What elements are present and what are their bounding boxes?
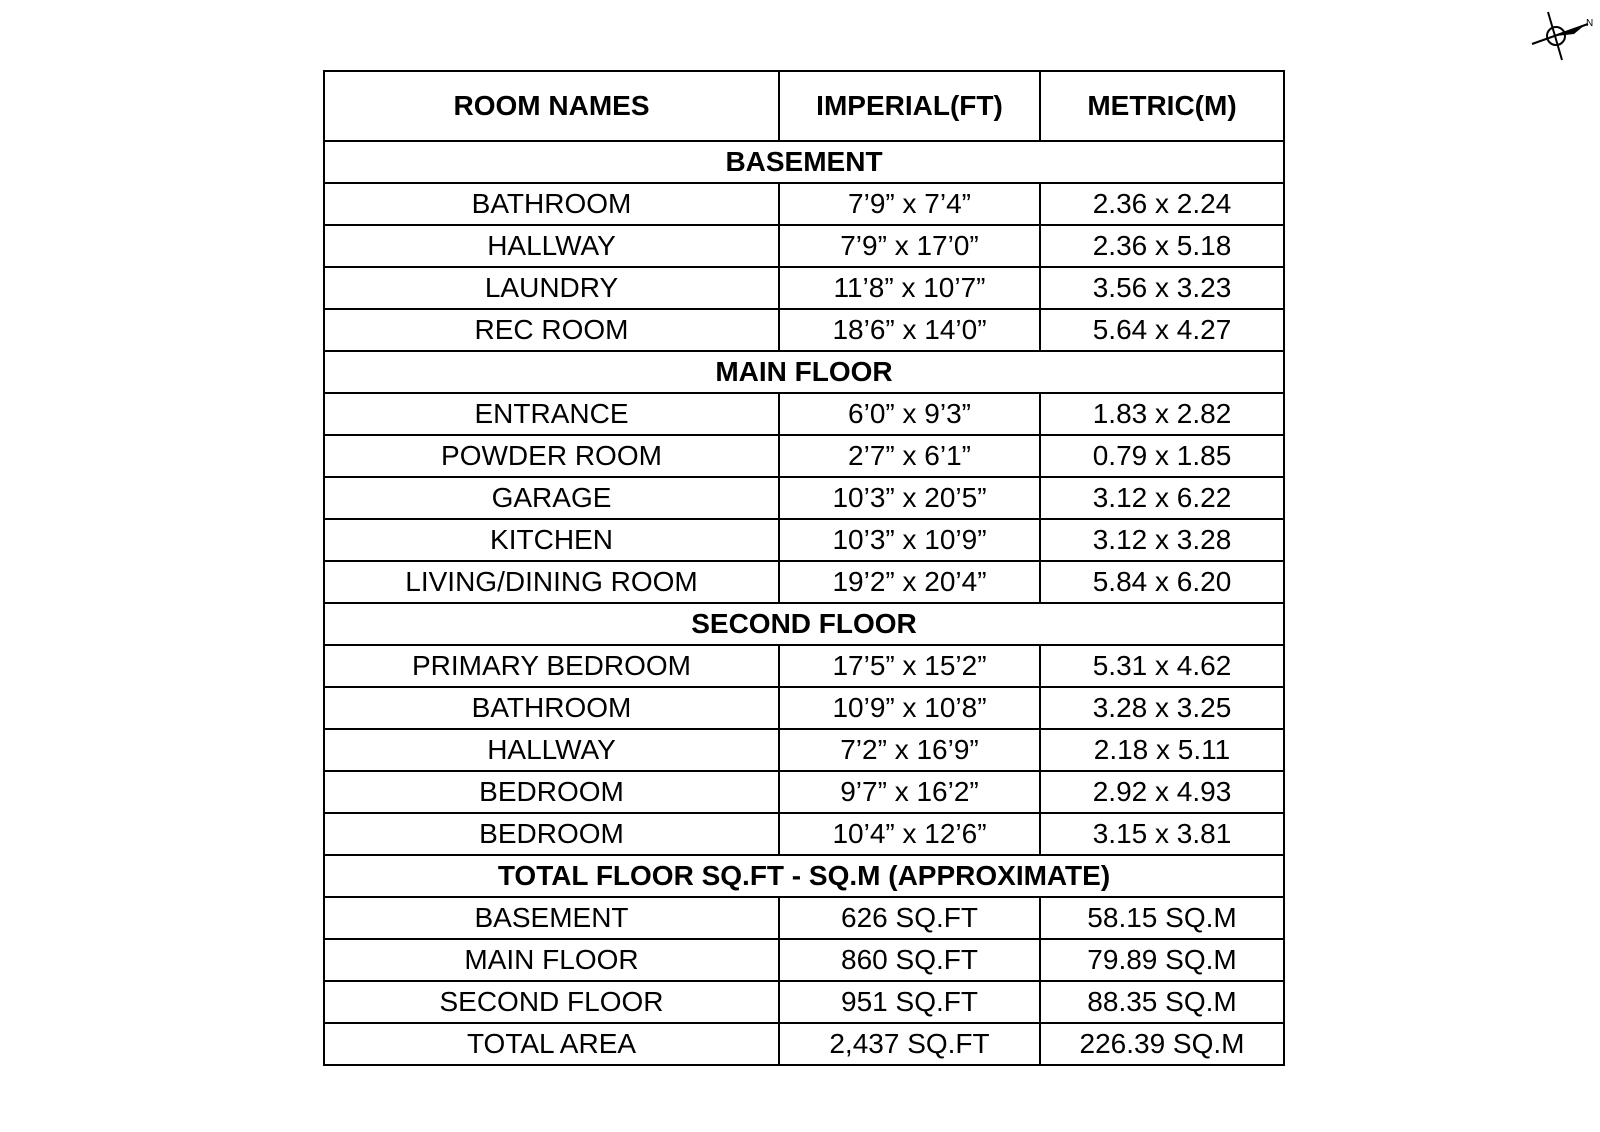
metric-value: 0.79 x 1.85 <box>1040 435 1284 477</box>
metric-value: 3.56 x 3.23 <box>1040 267 1284 309</box>
compass-graphic <box>1530 8 1596 68</box>
imperial-area: 626 SQ.FT <box>779 897 1040 939</box>
metric-value: 2.18 x 5.11 <box>1040 729 1284 771</box>
table-row <box>324 1023 1284 1065</box>
table-row <box>324 309 1284 351</box>
metric-value: 3.12 x 3.28 <box>1040 519 1284 561</box>
room-name: REC ROOM <box>324 309 779 351</box>
floor-name: TOTAL AREA <box>324 1023 779 1065</box>
table-row <box>324 183 1284 225</box>
section-row-second-floor <box>324 603 1284 645</box>
metric-value: 2.36 x 5.18 <box>1040 225 1284 267</box>
imperial-value: 10’3” x 20’5” <box>779 477 1040 519</box>
room-name: LIVING/DINING ROOM <box>324 561 779 603</box>
header-metric: METRIC(M) <box>1040 71 1284 141</box>
imperial-value: 7’9” x 17’0” <box>779 225 1040 267</box>
metric-value: 5.84 x 6.20 <box>1040 561 1284 603</box>
metric-area: 226.39 SQ.M <box>1040 1023 1284 1065</box>
header-room-names: ROOM NAMES <box>324 71 779 141</box>
floor-name: BASEMENT <box>324 897 779 939</box>
table-row <box>324 645 1284 687</box>
imperial-value: 9’7” x 16’2” <box>779 771 1040 813</box>
table-row <box>324 267 1284 309</box>
imperial-area: 951 SQ.FT <box>779 981 1040 1023</box>
table-header-row <box>324 71 1284 141</box>
north-arrow-icon <box>1530 8 1596 68</box>
room-name: BATHROOM <box>324 687 779 729</box>
table-row <box>324 225 1284 267</box>
metric-area: 88.35 SQ.M <box>1040 981 1284 1023</box>
metric-area: 58.15 SQ.M <box>1040 897 1284 939</box>
metric-value: 5.64 x 4.27 <box>1040 309 1284 351</box>
section-title: MAIN FLOOR <box>324 351 1284 393</box>
table-row <box>324 981 1284 1023</box>
room-name: LAUNDRY <box>324 267 779 309</box>
room-name: GARAGE <box>324 477 779 519</box>
table-row <box>324 897 1284 939</box>
room-name: ENTRANCE <box>324 393 779 435</box>
table-row <box>324 813 1284 855</box>
section-row-totals <box>324 855 1284 897</box>
room-name: HALLWAY <box>324 225 779 267</box>
table-row <box>324 477 1284 519</box>
table-row <box>324 771 1284 813</box>
section-row-main-floor <box>324 351 1284 393</box>
imperial-value: 10’9” x 10’8” <box>779 687 1040 729</box>
room-name: PRIMARY BEDROOM <box>324 645 779 687</box>
metric-value: 3.12 x 6.22 <box>1040 477 1284 519</box>
imperial-area: 860 SQ.FT <box>779 939 1040 981</box>
metric-value: 1.83 x 2.82 <box>1040 393 1284 435</box>
imperial-area: 2,437 SQ.FT <box>779 1023 1040 1065</box>
north-label: N <box>1586 18 1594 29</box>
metric-value: 3.15 x 3.81 <box>1040 813 1284 855</box>
floor-name: MAIN FLOOR <box>324 939 779 981</box>
table-row <box>324 435 1284 477</box>
metric-value: 2.92 x 4.93 <box>1040 771 1284 813</box>
section-title: BASEMENT <box>324 141 1284 183</box>
table-row <box>324 519 1284 561</box>
header-imperial: IMPERIAL(FT) <box>779 71 1040 141</box>
imperial-value: 17’5” x 15’2” <box>779 645 1040 687</box>
imperial-value: 19’2” x 20’4” <box>779 561 1040 603</box>
metric-value: 3.28 x 3.25 <box>1040 687 1284 729</box>
imperial-value: 11’8” x 10’7” <box>779 267 1040 309</box>
section-title: SECOND FLOOR <box>324 603 1284 645</box>
table-row <box>324 393 1284 435</box>
metric-area: 79.89 SQ.M <box>1040 939 1284 981</box>
room-name: HALLWAY <box>324 729 779 771</box>
room-name: POWDER ROOM <box>324 435 779 477</box>
room-name: BATHROOM <box>324 183 779 225</box>
table-row <box>324 729 1284 771</box>
imperial-value: 2’7” x 6’1” <box>779 435 1040 477</box>
imperial-value: 6’0” x 9’3” <box>779 393 1040 435</box>
imperial-value: 10’3” x 10’9” <box>779 519 1040 561</box>
room-name: BEDROOM <box>324 813 779 855</box>
table-row <box>324 939 1284 981</box>
room-dimensions-table <box>323 70 1285 1066</box>
table-row <box>324 687 1284 729</box>
imperial-value: 7’9” x 7’4” <box>779 183 1040 225</box>
table-row <box>324 561 1284 603</box>
room-name: BEDROOM <box>324 771 779 813</box>
section-title: TOTAL FLOOR SQ.FT - SQ.M (APPROXIMATE) <box>324 855 1284 897</box>
imperial-value: 18’6” x 14’0” <box>779 309 1040 351</box>
imperial-value: 7’2” x 16’9” <box>779 729 1040 771</box>
imperial-value: 10’4” x 12’6” <box>779 813 1040 855</box>
metric-value: 2.36 x 2.24 <box>1040 183 1284 225</box>
room-name: KITCHEN <box>324 519 779 561</box>
section-row-basement <box>324 141 1284 183</box>
metric-value: 5.31 x 4.62 <box>1040 645 1284 687</box>
floor-name: SECOND FLOOR <box>324 981 779 1023</box>
